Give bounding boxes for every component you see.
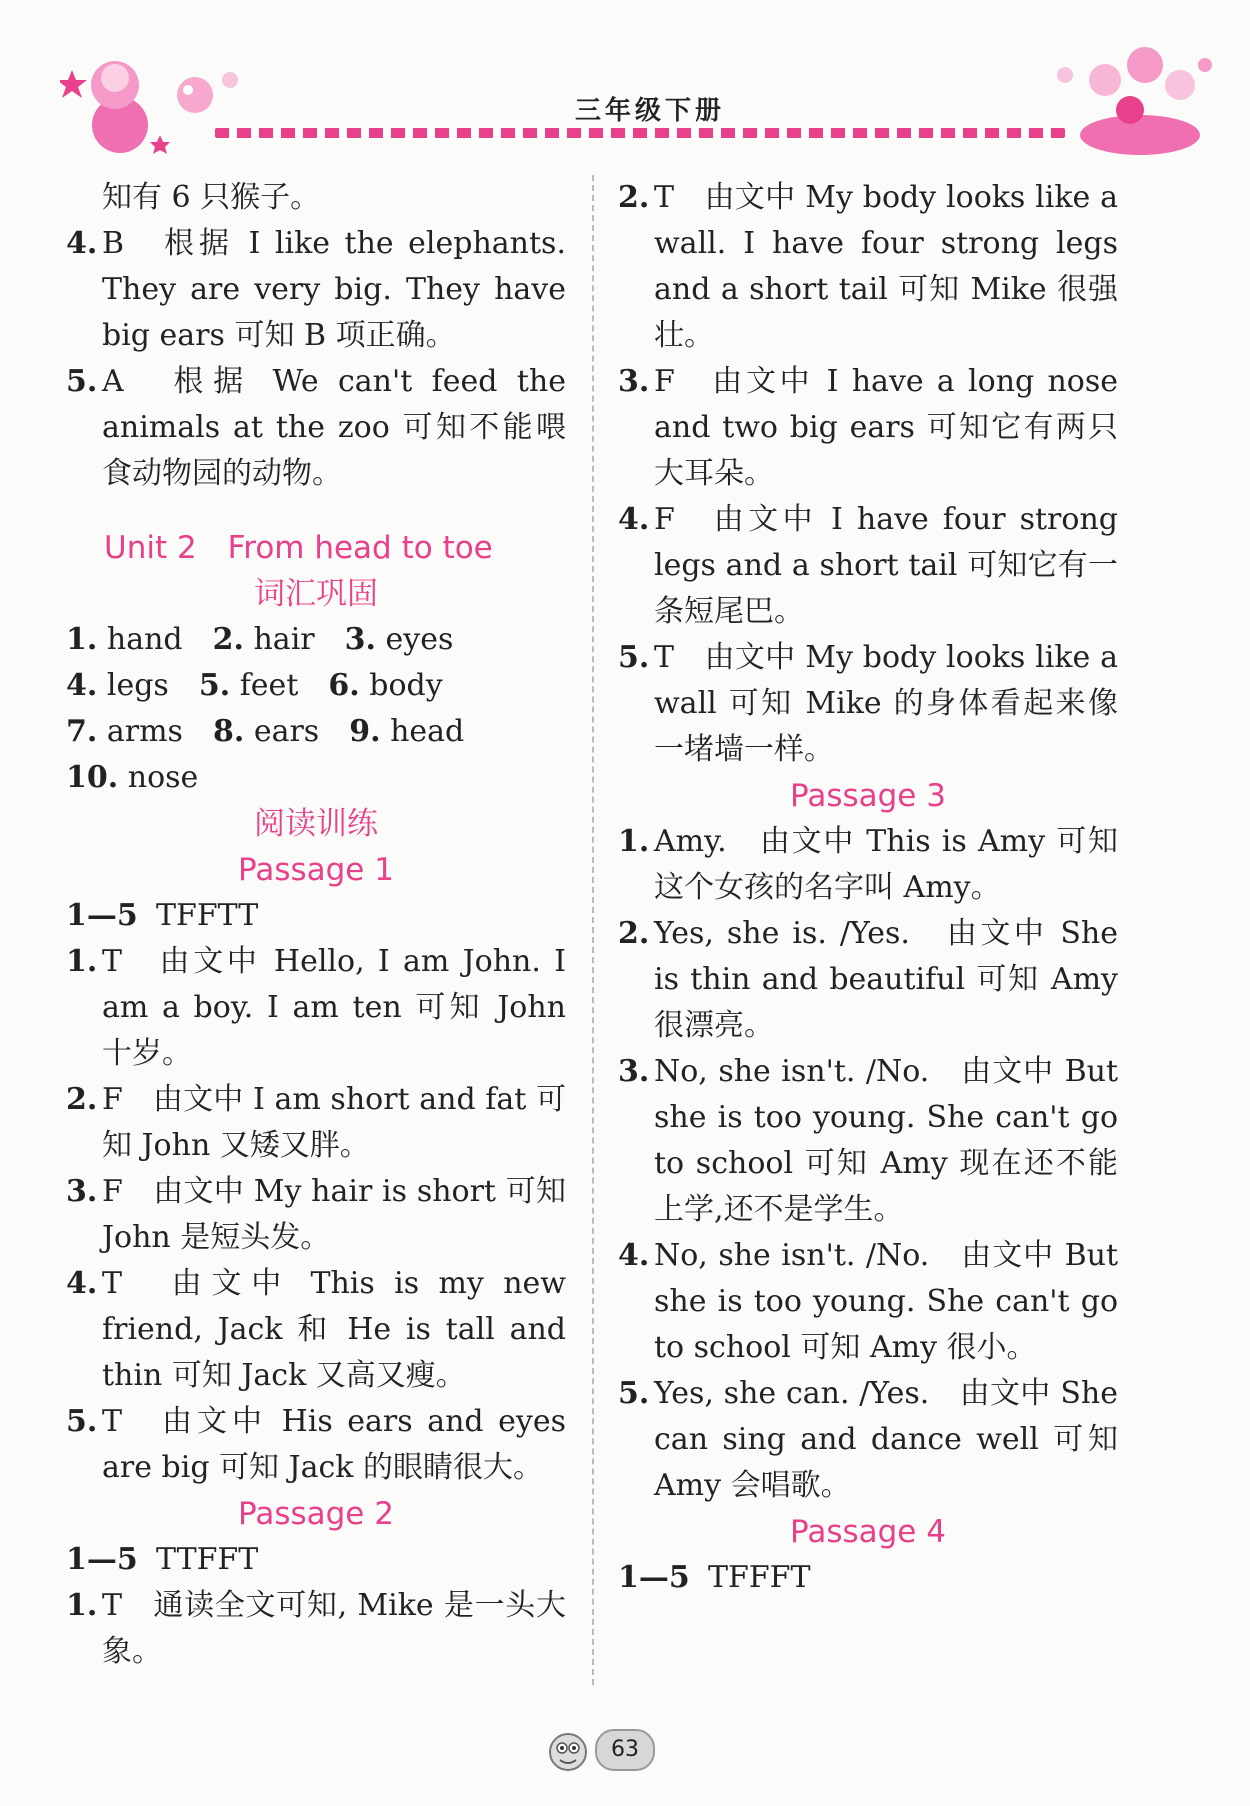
vocab-item: 9. head: [349, 714, 465, 749]
item-number: 1.: [618, 824, 650, 859]
item-text: A 根据 We can't feed the animals at the zoo 可知不能喂食动物园的动物。: [102, 364, 566, 491]
vocab-item: 7. arms: [66, 714, 183, 749]
item-text: T 由文中 Hello, I am John. I am a boy. I am ten 可知 John 十岁。: [102, 944, 566, 1071]
passage-title: Passage 1: [238, 852, 394, 888]
item-text: F 由文中 I have a long nose and two big ears 可知它有两只大耳朵。: [654, 364, 1118, 491]
item-number: 3.: [66, 1174, 98, 1209]
item-text: TFFFT: [708, 1560, 811, 1595]
vocab-item: 6. body: [328, 668, 443, 703]
item-number: 5.: [618, 1376, 650, 1411]
item-number: 2.: [618, 916, 650, 951]
item-text: Yes, she is. /Yes. 由文中 She is thin and beautiful 可知 Amy 很漂亮。: [654, 916, 1118, 1043]
answer-item: [618, 819, 1118, 911]
item-number: 2.: [618, 180, 650, 215]
section-title-vocab: 词汇巩固: [254, 576, 378, 612]
item-text: T 由文中 My body looks like a wall 可知 Mike 的身体看起来像一堵墙一样。: [654, 640, 1118, 767]
answer-item: [618, 1233, 1118, 1371]
vocab-item: 3. eyes: [344, 622, 454, 657]
vocab-row: [66, 617, 566, 663]
item-text: TFFTT: [156, 898, 259, 933]
item-number: 3.: [618, 1054, 650, 1089]
item-text: F 由文中 I have four strong legs and a short tail 可知它有一条短尾巴。: [654, 502, 1118, 629]
vocab-item: 8. ears: [212, 714, 320, 749]
passage-title: Passage 2: [238, 1496, 394, 1532]
cartoon-decoration-icon: [60, 40, 260, 160]
vocab-item: 4. legs: [66, 668, 169, 703]
item-text: T 由文中 My body looks like a wall. I have four strong legs and a short tail 可知 Mike 很强壮。: [654, 180, 1118, 353]
answer-item: [66, 1077, 566, 1169]
item-text: T 由文中 This is my new friend, Jack 和 He is tall and thin 可知 Jack 又高又瘦。: [102, 1266, 566, 1393]
item-text: No, she isn't. /No. 由文中 But she is too young. She can't go to school 可知 Amy 很小。: [654, 1238, 1118, 1365]
item-number: 3.: [618, 364, 650, 399]
item-number: 1—5: [618, 1560, 690, 1595]
vocab-item: 2. hair: [212, 622, 315, 657]
answer-item: [66, 1169, 566, 1261]
vocab-row: [66, 663, 566, 709]
item-number: 4.: [66, 1266, 98, 1301]
item-text: T 由文中 His ears and eyes are big 可知 Jack 的眼睛很大。: [102, 1404, 566, 1485]
answer-item: [618, 911, 1118, 1049]
answer-summary: [66, 1537, 566, 1583]
answer-item: [66, 1399, 566, 1491]
section-title-reading: 阅读训练: [254, 806, 378, 842]
answer-item: [66, 1583, 566, 1675]
item-number: 1—5: [66, 1542, 138, 1577]
answer-item: [618, 497, 1118, 635]
item-number: 5.: [66, 1404, 98, 1439]
item-number: 4.: [66, 226, 98, 261]
vocab-row: [66, 755, 566, 801]
item-text: B 根据 I like the elephants. They are very big. They have big ears 可知 B 项正确。: [102, 226, 566, 353]
answer-item: [66, 1261, 566, 1399]
answer-item: [66, 359, 566, 497]
answer-item: [66, 221, 566, 359]
item-text: Yes, she can. /Yes. 由文中 She can sing and dance well 可知 Amy 会唱歌。: [654, 1376, 1118, 1503]
answer-item: [618, 1371, 1118, 1509]
answer-summary: [66, 893, 566, 939]
passage-title: Passage 3: [790, 778, 946, 814]
item-number: 4.: [618, 1238, 650, 1273]
answer-item: [618, 635, 1118, 773]
continued-line: 知有 6 只猴子。: [102, 180, 321, 215]
page-number: 63: [595, 1729, 655, 1771]
answer-item: [618, 1049, 1118, 1233]
item-text: Amy. 由文中 This is Amy 可知这个女孩的名字叫 Amy。: [654, 824, 1118, 905]
passage-title: Passage 4: [790, 1514, 946, 1550]
page-title: 三年级下册: [574, 96, 725, 126]
header-dashed-divider: [215, 128, 1065, 138]
answer-item: [618, 175, 1118, 359]
vocab-item: 10. nose: [66, 760, 199, 795]
abc-balloons-decoration-icon: [1045, 35, 1215, 160]
vocab-item: 5. feet: [198, 668, 299, 703]
item-number: 1.: [66, 1588, 98, 1623]
item-number: 1.: [66, 944, 98, 979]
right-column: [618, 175, 1118, 1601]
item-number: 1—5: [66, 898, 138, 933]
column-divider: [592, 175, 594, 1685]
item-number: 5.: [66, 364, 98, 399]
answer-summary: [618, 1555, 1118, 1601]
unit-title: Unit 2 From head to toe: [104, 530, 493, 566]
item-text: T 通读全文可知, Mike 是一头大象。: [102, 1588, 566, 1669]
left-column: [66, 175, 566, 1675]
vocab-row: [66, 709, 566, 755]
vocab-item: 1. hand: [66, 622, 183, 657]
item-text: F 由文中 I am short and fat 可知 John 又矮又胖。: [102, 1082, 566, 1163]
item-number: 4.: [618, 502, 650, 537]
item-text: No, she isn't. /No. 由文中 But she is too young. She can't go to school 可知 Amy 现在还不能上学,还不是学生。: [654, 1054, 1118, 1227]
item-text: TTFFT: [156, 1542, 259, 1577]
answer-item: [66, 939, 566, 1077]
page-header: [0, 0, 1250, 170]
item-text: F 由文中 My hair is short 可知 John 是短头发。: [102, 1174, 566, 1255]
item-number: 2.: [66, 1082, 98, 1117]
item-number: 5.: [618, 640, 650, 675]
answer-item: [618, 359, 1118, 497]
